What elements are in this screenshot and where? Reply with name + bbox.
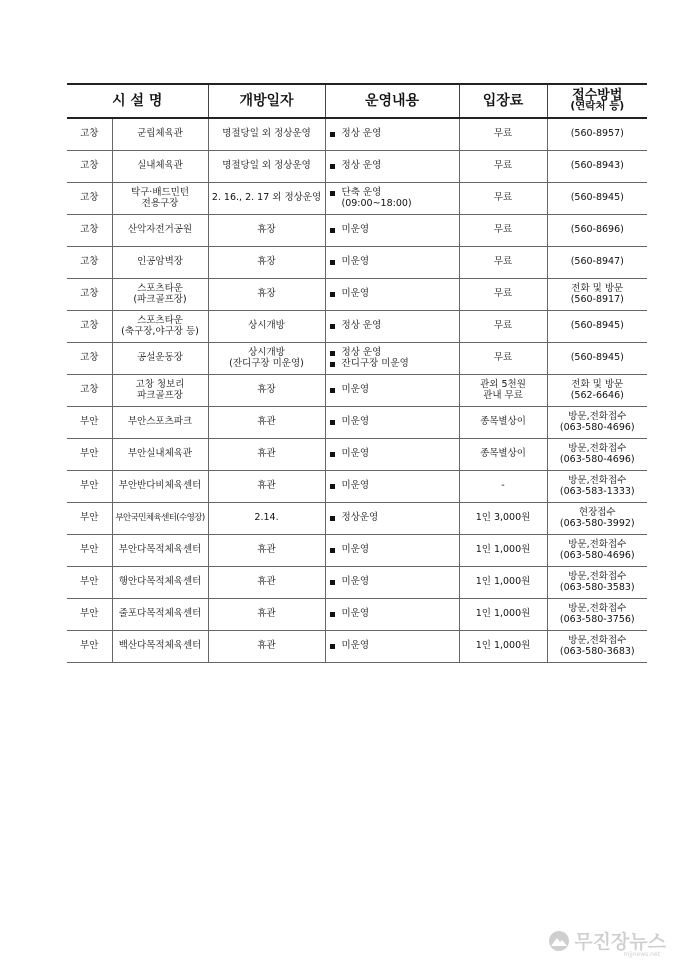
fee-cell: 1인 3,000원 xyxy=(459,503,547,535)
bullet-square-icon xyxy=(330,132,335,137)
fee-cell: 무료 xyxy=(459,183,547,215)
contact-cell: 전화 및 방문 (562-6646) xyxy=(547,375,647,407)
bullet-square-icon xyxy=(330,164,335,169)
operation-text: 미운영 xyxy=(341,224,370,236)
table-row xyxy=(67,311,647,343)
operation-cell xyxy=(325,247,459,279)
open-date-cell: 명절당일 외 정상운영 xyxy=(208,118,325,151)
contact-cell: (560-8957) xyxy=(547,118,647,151)
operation-item xyxy=(330,161,457,172)
facility-name-cell: 부안스포츠파크 xyxy=(112,407,208,439)
contact-cell: 현장접수 (063-580-3992) xyxy=(547,503,647,535)
bullet-square-icon xyxy=(330,324,335,329)
facility-name-cell: 백산다목적체육센터 xyxy=(112,631,208,663)
header-facility-name: 시 설 명 xyxy=(67,84,208,118)
operation-item xyxy=(330,481,457,492)
open-date-cell: 휴장 xyxy=(208,279,325,311)
header-operation: 운영내용 xyxy=(325,84,459,118)
open-date-cell: 명절당일 외 정상운영 xyxy=(208,151,325,183)
operation-text: 미운영 xyxy=(341,576,370,588)
operation-cell xyxy=(325,215,459,247)
operation-text: 정상 운영 xyxy=(341,346,382,358)
operation-text: 정상 운영 xyxy=(341,160,382,172)
facility-name-cell: 산악자전거공원 xyxy=(112,215,208,247)
facility-name-cell: 부안국민체육센터(수영장) xyxy=(112,503,208,535)
open-date-cell: 휴장 xyxy=(208,247,325,279)
table-row xyxy=(67,118,647,151)
bullet-square-icon xyxy=(330,191,335,196)
bullet-square-icon xyxy=(330,452,335,457)
open-date-cell: 휴관 xyxy=(208,407,325,439)
fee-cell: 1인 1,000원 xyxy=(459,567,547,599)
open-date-cell: 상시개방 (잔디구장 미운영) xyxy=(208,343,325,375)
bullet-square-icon xyxy=(330,644,335,649)
fee-cell: 무료 xyxy=(459,151,547,183)
table-row xyxy=(67,343,647,375)
table-row xyxy=(67,599,647,631)
bullet-square-icon xyxy=(330,292,335,297)
facility-table xyxy=(67,83,647,663)
header-method-sub: (연락처 등) xyxy=(570,100,625,113)
facility-name-cell: 부안실내체육관 xyxy=(112,439,208,471)
table-row xyxy=(67,471,647,503)
mountain-logo-icon xyxy=(548,930,570,952)
bullet-square-icon xyxy=(330,362,335,367)
operation-cell xyxy=(325,311,459,343)
operation-item xyxy=(330,609,457,620)
contact-cell: (560-8943) xyxy=(547,151,647,183)
operation-item xyxy=(330,545,457,556)
region-cell: 부안 xyxy=(67,631,112,663)
contact-cell: 방문,전화접수 (063-580-3583) xyxy=(547,567,647,599)
fee-cell: 무료 xyxy=(459,279,547,311)
open-date-cell: 휴관 xyxy=(208,471,325,503)
contact-cell: 방문,전화접수 (063-580-3756) xyxy=(547,599,647,631)
region-cell: 고창 xyxy=(67,375,112,407)
open-date-cell: 상시개방 xyxy=(208,311,325,343)
operation-cell xyxy=(325,151,459,183)
header-fee: 입장료 xyxy=(459,84,547,118)
contact-cell: 방문,전화접수 (063-580-4696) xyxy=(547,407,647,439)
table-row xyxy=(67,503,647,535)
operation-cell xyxy=(325,599,459,631)
operation-text: 단축 운영 (09:00~18:00) xyxy=(341,186,412,209)
region-cell: 고창 xyxy=(67,183,112,215)
table-row xyxy=(67,407,647,439)
table-row xyxy=(67,439,647,471)
operation-text: 미운영 xyxy=(341,544,370,556)
operation-text: 잔디구장 미운영 xyxy=(341,357,409,369)
open-date-cell: 휴장 xyxy=(208,215,325,247)
operation-item xyxy=(330,257,457,268)
operation-item xyxy=(330,359,457,370)
table-row xyxy=(67,535,647,567)
fee-cell: 1인 1,000원 xyxy=(459,535,547,567)
table-body xyxy=(67,118,647,663)
fee-cell: 무료 xyxy=(459,215,547,247)
open-date-cell: 휴관 xyxy=(208,599,325,631)
operation-text: 정상 운영 xyxy=(341,128,382,140)
operation-item xyxy=(330,513,457,524)
operation-text: 정상 운영 xyxy=(341,320,382,332)
bullet-square-icon xyxy=(330,388,335,393)
operation-item xyxy=(330,385,457,396)
operation-cell xyxy=(325,407,459,439)
facility-name-cell: 탁구·배드민턴 전용구장 xyxy=(112,183,208,215)
region-cell: 부안 xyxy=(67,407,112,439)
watermark-url: mjjnews.net xyxy=(623,951,660,958)
open-date-cell: 휴장 xyxy=(208,375,325,407)
operation-cell xyxy=(325,631,459,663)
operation-item xyxy=(330,449,457,460)
open-date-cell: 2. 16., 2. 17 외 정상운영 xyxy=(208,183,325,215)
operation-text: 미운영 xyxy=(341,480,370,492)
table-row xyxy=(67,631,647,663)
operation-item xyxy=(330,289,457,300)
facility-name-cell: 스포츠타운 (파크골프장) xyxy=(112,279,208,311)
fee-cell: 무료 xyxy=(459,118,547,151)
header-method xyxy=(547,84,647,118)
table-row xyxy=(67,151,647,183)
region-cell: 고창 xyxy=(67,151,112,183)
facility-name-cell: 공설운동장 xyxy=(112,343,208,375)
facility-name-cell: 고창 청보리 파크골프장 xyxy=(112,375,208,407)
region-cell: 고창 xyxy=(67,279,112,311)
operation-item xyxy=(330,641,457,652)
open-date-cell: 휴관 xyxy=(208,631,325,663)
header-open-date: 개방일자 xyxy=(208,84,325,118)
open-date-cell: 휴관 xyxy=(208,567,325,599)
operation-item xyxy=(330,577,457,588)
bullet-square-icon xyxy=(330,612,335,617)
table-header-row xyxy=(67,84,647,118)
bullet-square-icon xyxy=(330,548,335,553)
region-cell: 부안 xyxy=(67,439,112,471)
region-cell: 부안 xyxy=(67,567,112,599)
contact-cell: (560-8945) xyxy=(547,311,647,343)
watermark xyxy=(548,927,666,958)
bullet-square-icon xyxy=(330,260,335,265)
operation-cell xyxy=(325,183,459,215)
region-cell: 고창 xyxy=(67,311,112,343)
table-row xyxy=(67,567,647,599)
region-cell: 고창 xyxy=(67,247,112,279)
operation-cell xyxy=(325,535,459,567)
contact-cell: 방문,전화접수 (063-580-3683) xyxy=(547,631,647,663)
operation-text: 미운영 xyxy=(341,640,370,652)
region-cell: 고창 xyxy=(67,118,112,151)
operation-item xyxy=(330,188,457,210)
fee-cell: 무료 xyxy=(459,311,547,343)
operation-text: 미운영 xyxy=(341,288,370,300)
operation-cell xyxy=(325,567,459,599)
operation-item xyxy=(330,225,457,236)
contact-cell: 방문,전화접수 (063-580-4696) xyxy=(547,439,647,471)
operation-text: 미운영 xyxy=(341,448,370,460)
operation-item xyxy=(330,321,457,332)
operation-text: 미운영 xyxy=(341,256,370,268)
facility-name-cell: 부안다목적체육센터 xyxy=(112,535,208,567)
bullet-square-icon xyxy=(330,420,335,425)
operation-cell xyxy=(325,118,459,151)
bullet-square-icon xyxy=(330,484,335,489)
fee-cell: 1인 1,000원 xyxy=(459,631,547,663)
facility-name-cell: 스포츠타운 (축구장,야구장 등) xyxy=(112,311,208,343)
facility-name-cell: 실내체육관 xyxy=(112,151,208,183)
fee-cell: 종목별상이 xyxy=(459,407,547,439)
bullet-square-icon xyxy=(330,351,335,356)
operation-text: 미운영 xyxy=(341,608,370,620)
contact-cell: 전화 및 방문 (560-8917) xyxy=(547,279,647,311)
fee-cell: 1인 1,000원 xyxy=(459,599,547,631)
open-date-cell: 휴관 xyxy=(208,535,325,567)
operation-text: 미운영 xyxy=(341,384,370,396)
contact-cell: (560-8945) xyxy=(547,343,647,375)
contact-cell: 방문,전화접수 (063-583-1333) xyxy=(547,471,647,503)
fee-cell: 종목별상이 xyxy=(459,439,547,471)
header-method-main: 접수방법 xyxy=(572,87,623,103)
region-cell: 고창 xyxy=(67,215,112,247)
contact-cell: (560-8696) xyxy=(547,215,647,247)
fee-cell: - xyxy=(459,471,547,503)
open-date-cell: 2.14. xyxy=(208,503,325,535)
operation-item xyxy=(330,129,457,140)
operation-text: 미운영 xyxy=(341,416,370,428)
region-cell: 부안 xyxy=(67,503,112,535)
facility-name-cell: 부안반다비체육센터 xyxy=(112,471,208,503)
region-cell: 부안 xyxy=(67,599,112,631)
bullet-square-icon xyxy=(330,580,335,585)
operation-cell xyxy=(325,279,459,311)
facility-name-cell: 군립체육관 xyxy=(112,118,208,151)
facility-name-cell: 줄포다목적체육센터 xyxy=(112,599,208,631)
table-row xyxy=(67,183,647,215)
operation-cell xyxy=(325,343,459,375)
region-cell: 부안 xyxy=(67,535,112,567)
fee-cell: 무료 xyxy=(459,343,547,375)
contact-cell: (560-8945) xyxy=(547,183,647,215)
contact-cell: (560-8947) xyxy=(547,247,647,279)
operation-cell xyxy=(325,503,459,535)
table-row xyxy=(67,375,647,407)
fee-cell: 무료 xyxy=(459,247,547,279)
operation-cell xyxy=(325,439,459,471)
table-row xyxy=(67,279,647,311)
region-cell: 부안 xyxy=(67,471,112,503)
bullet-square-icon xyxy=(330,228,335,233)
bullet-square-icon xyxy=(330,516,335,521)
fee-cell: 관외 5천원 관내 무료 xyxy=(459,375,547,407)
operation-item xyxy=(330,417,457,428)
watermark-text: 무진장뉴스 xyxy=(574,931,666,953)
region-cell: 고창 xyxy=(67,343,112,375)
operation-cell xyxy=(325,375,459,407)
operation-text: 정상운영 xyxy=(341,512,379,524)
contact-cell: 방문,전화접수 (063-580-4696) xyxy=(547,535,647,567)
operation-cell xyxy=(325,471,459,503)
facility-name-cell: 행안다목적체육센터 xyxy=(112,567,208,599)
table-row xyxy=(67,247,647,279)
facility-name-cell: 인공암벽장 xyxy=(112,247,208,279)
table-row xyxy=(67,215,647,247)
open-date-cell: 휴관 xyxy=(208,439,325,471)
